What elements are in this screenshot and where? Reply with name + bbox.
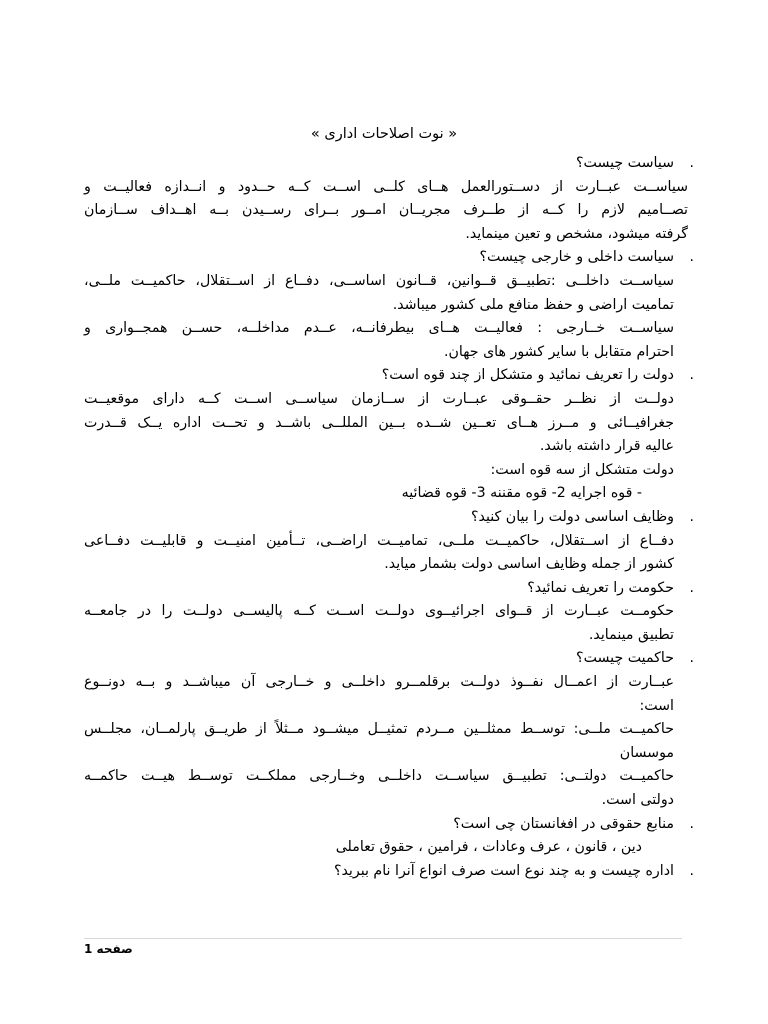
- paragraph-line: حاکمیــت ملــی: توســط ممثلــین مــردم تمثیــل میشــود مــثلاً از طریــق پارلمــان، مجلــس: [84, 721, 674, 738]
- list-line: - قوه اجرایه 2- قوه مقننه 3- قوه قضائیه: [401, 485, 642, 502]
- paragraph-line: تمامیت اراضی و حفظ منافع ملی کشور میباشد.: [392, 296, 674, 313]
- question-item: [84, 577, 694, 601]
- bullet-icon: .: [689, 862, 694, 879]
- bullet-icon: .: [689, 249, 694, 266]
- paragraph-line: دولت متشکل از سه قوه است:: [490, 461, 674, 478]
- paragraph-line: احترام متقابل با سایر کشور های جهان.: [444, 343, 674, 360]
- paragraph-line: حاکمیــت دولتــی: تطبیــق سیاســت داخلــی وخــارجی مملکــت توســط هیــت حاکمــه: [84, 768, 674, 785]
- bullet-icon: .: [689, 508, 694, 525]
- paragraph-line: موسسان: [619, 744, 674, 761]
- question-text: سیاست داخلی و خارجی چیست؟: [479, 249, 674, 266]
- question-text: وظایف اساسی دولت را بیان کنید؟: [471, 508, 674, 525]
- paragraph-line: دولــت از نظــر حقــوقی عبــارت از ســازمان سیاســی اســت کــه دارای موقعیــت: [84, 390, 674, 407]
- paragraph-line: سیاســت خــارجی : فعالیــت هــای بیطرفانــه، عــدم مداخلــه، حســن همجــواری و: [84, 320, 674, 337]
- question-item: [84, 813, 694, 837]
- paragraph-line: حکومــت عبــارت از قــوای اجرائیــوی دولــت اســت کــه پالیســی دولــت را در جامعــه: [84, 603, 674, 620]
- list-line: دین ، قانون ، عرف وعادات ، فرامین ، حقوق تعاملی: [335, 839, 642, 856]
- document-body: [84, 152, 694, 883]
- paragraph-line: عبــارت از اعمــال نفــوذ دولــت برقلمــرو داخلــی و خــارجی آن میباشــد و بــه دونــوع: [84, 674, 674, 691]
- question-text: منابع حقوقی در افغانستان چی است؟: [453, 815, 674, 832]
- question-item: [84, 152, 694, 176]
- paragraph-line: سیاســت داخلــی :تطبیــق قــوانین، قــانون اساســی، دفــاع از اســتقلال، حاکمیــت ملــی،: [84, 272, 674, 289]
- paragraph-line: دولتی است.: [601, 792, 674, 809]
- bullet-icon: .: [689, 815, 694, 832]
- question-item: [84, 647, 694, 671]
- question-item: [84, 246, 694, 270]
- bullet-icon: .: [689, 155, 694, 171]
- paragraph-line: کشور از جمله وظایف اساسی دولت بشمار میاید.: [384, 556, 674, 573]
- footer-divider: [84, 938, 682, 939]
- question-item: [84, 364, 694, 388]
- paragraph-line: سیاســت عبــارت از دســتورالعمل هــای کلــی اســت کــه حــدود و انــدازه فعالیــت و: [84, 178, 688, 195]
- paragraph-line: تطبیق مینماید.: [588, 626, 674, 643]
- bullet-icon: .: [689, 650, 694, 667]
- question-text: دولت را تعریف نمائید و متشکل از چند قوه است؟: [381, 367, 674, 384]
- paragraph-line: است:: [639, 697, 674, 714]
- bullet-icon: .: [689, 367, 694, 384]
- paragraph-line: گرفته میشود، مشخص و تعین مینماید.: [465, 225, 688, 242]
- page-number: صفحه 1: [84, 942, 133, 956]
- paragraph-line: جغرافیــائی و مــرز هــای تعــین شــده بــین المللــی باشــد و تحــت اداره یــک قــدرت: [84, 414, 674, 431]
- question-text: حکومت را تعریف نمائید؟: [527, 579, 674, 596]
- question-text: حاکمیت چیست؟: [576, 650, 674, 667]
- bullet-icon: .: [689, 579, 694, 596]
- question-item: [84, 506, 694, 530]
- paragraph-line: عالیه قرار داشته باشد.: [539, 438, 674, 455]
- question-text: اداره چیست و به چند نوع است صرف انواع آنرا نام ببرید؟: [333, 862, 674, 879]
- question-text: سیاست چیست؟: [576, 155, 674, 171]
- question-item: [84, 860, 694, 884]
- paragraph-line: دفــاع از اســتقلال، حاکمیــت ملــی، تمامیــت اراضــی، تــأمین امنیــت و قابلیــت دفــاعی: [84, 532, 674, 549]
- paragraph-line: تصــامیم لازم را کــه از طــرف مجریــان امــور بــرای رســیدن بــه اهــداف ســازمان: [84, 202, 688, 219]
- document-title: « نوت اصلاحات اداری »: [310, 126, 458, 142]
